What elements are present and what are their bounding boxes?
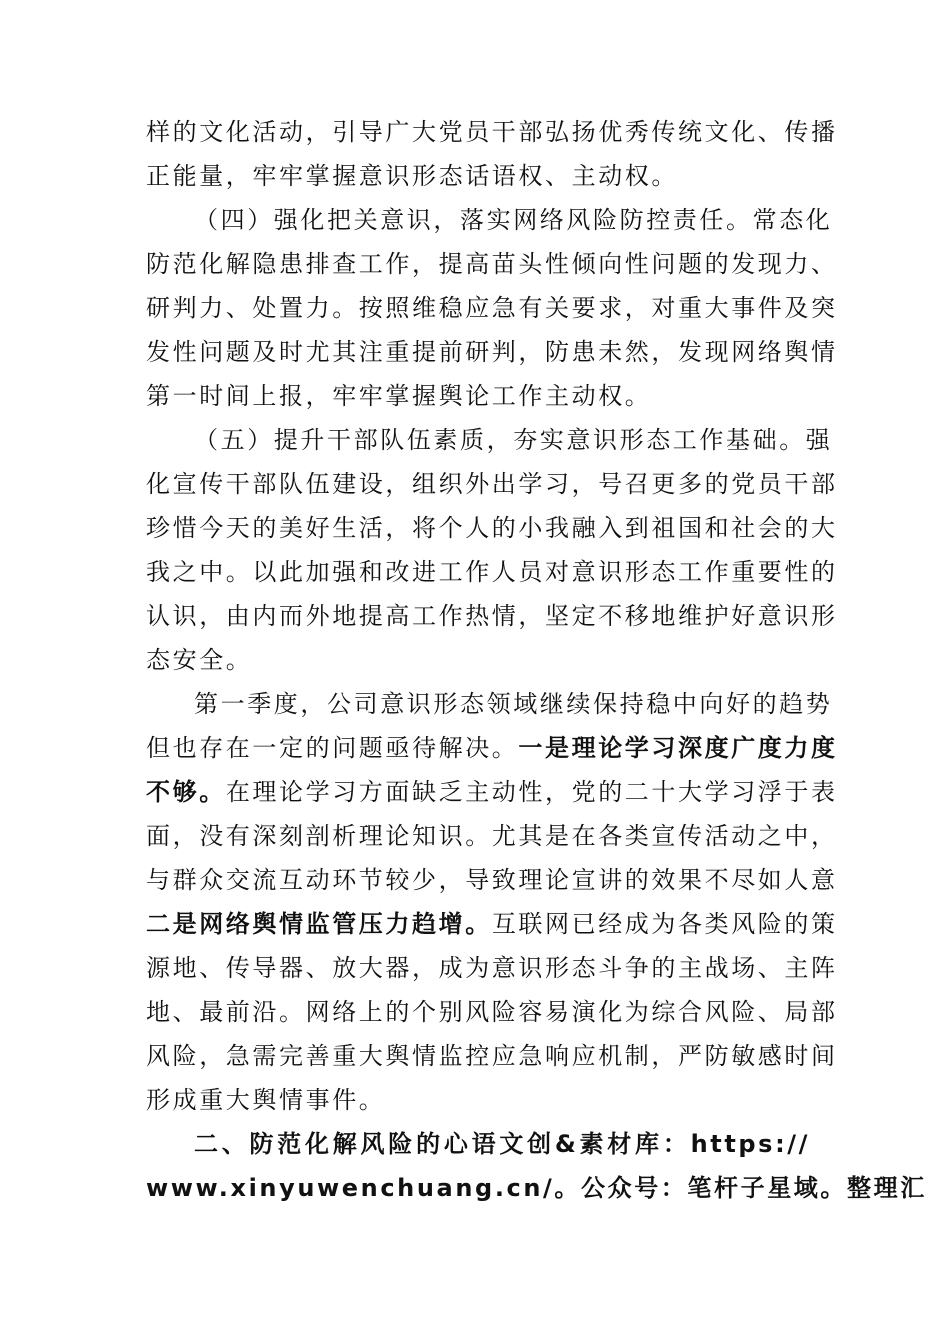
bold-text-run: 二是网络舆情监管压力趋增。: [146, 909, 492, 938]
bold-text-run: 不够。: [146, 777, 226, 806]
paragraph-line: [146, 594, 838, 638]
text-run: 源地、传导器、放大器，成为意识形态斗争的主战场、主阵: [146, 954, 838, 982]
paragraph-line: [146, 814, 838, 858]
paragraph-line: [146, 858, 838, 902]
paragraph-line: [146, 506, 838, 550]
paragraph-line: [146, 286, 838, 330]
text-run: 第一时间上报，牢牢掌握舆论工作主动权。: [146, 382, 652, 410]
paragraph-line: [194, 682, 833, 726]
text-run: 认识，由内而外地提高工作热情，坚定不移地维护好意识形: [146, 602, 838, 630]
text-run: 互联网已经成为各类风险的策: [491, 910, 838, 938]
section-heading-text: www.xinyuwenchuang.cn/。公众号：笔杆子星域。整理汇: [146, 1174, 927, 1202]
paragraph-line: [194, 418, 833, 462]
paragraph-line: [146, 374, 651, 418]
text-run: 防范化解隐患排查工作，提高苗头性倾向性问题的发现力、: [146, 250, 838, 278]
text-run: 发性问题及时尤其注重提前研判，防患未然，发现网络舆情: [146, 338, 838, 366]
section-heading-text: 二、防范化解风险的心语文创&素材库：https://: [194, 1130, 810, 1158]
paragraph-line: [146, 990, 838, 1034]
document-body: [146, 110, 927, 1210]
text-run: 与群众交流互动环节较少，导致理论宣讲的效果不尽如人意: [146, 866, 838, 894]
paragraph-line: [146, 550, 838, 594]
text-run: 态安全。: [146, 646, 253, 674]
text-run: 面，没有深刻剖析理论知识。尤其是在各类宣传活动之中，: [146, 822, 838, 850]
paragraph-line: [146, 770, 838, 814]
text-run: 正能量，牢牢掌握意识形态话语权、主动权。: [146, 162, 678, 190]
paragraph-line: [146, 110, 838, 154]
text-run: 我之中。以此加强和改进工作人员对意识形态工作重要性的: [146, 558, 838, 586]
text-run: 地、最前沿。网络上的个别风险容易演化为综合风险、局部: [146, 998, 838, 1026]
text-run: 风险，急需完善重大舆情监控应急响应机制，严防敏感时间: [146, 1042, 838, 1070]
section-heading-line: [194, 1122, 810, 1166]
text-run: 珍惜今天的美好生活，将个人的小我融入到祖国和社会的大: [146, 514, 838, 542]
paragraph-line: [194, 198, 833, 242]
paragraph-line: [146, 946, 838, 990]
bold-text-run: 一是理论学习深度广度力度: [518, 733, 838, 762]
text-run: （四）强化把关意识，落实网络风险防控责任。常态化: [194, 206, 833, 234]
text-run: 在理论学习方面缺乏主动性，党的二十大学习浮于表: [225, 778, 838, 806]
text-run: 样的文化活动，引导广大党员干部弘扬优秀传统文化、传播: [146, 118, 838, 146]
section-heading-line: [146, 1166, 927, 1210]
paragraph-line: [146, 726, 838, 770]
text-run: 形成重大舆情事件。: [146, 1086, 386, 1114]
paragraph-line: [146, 330, 838, 374]
text-run: 化宣传干部队伍建设，组织外出学习，号召更多的党员干部: [146, 470, 838, 498]
paragraph-line: [146, 1078, 385, 1122]
text-run: （五）提升干部队伍素质，夯实意识形态工作基础。强: [194, 426, 833, 454]
paragraph-line: [146, 902, 838, 946]
paragraph-line: [146, 462, 838, 506]
text-run: 但也存在一定的问题亟待解决。: [146, 734, 519, 762]
paragraph-line: [146, 638, 252, 682]
text-run: 第一季度，公司意识形态领域继续保持稳中向好的趋势: [194, 690, 833, 718]
paragraph-line: [146, 242, 838, 286]
paragraph-line: [146, 1034, 838, 1078]
paragraph-line: [146, 154, 678, 198]
text-run: 研判力、处置力。按照维稳应急有关要求，对重大事件及突: [146, 294, 838, 322]
